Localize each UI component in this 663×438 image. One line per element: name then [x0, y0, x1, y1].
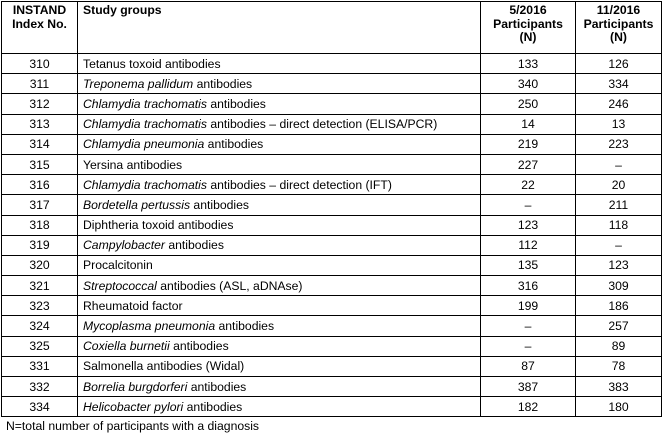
nov-2016-cell: 180: [576, 397, 662, 417]
table-row: [2, 215, 662, 235]
header-may-2016: [481, 2, 576, 54]
nov-2016-cell: 20: [576, 175, 662, 195]
header-may-line-1: 5/2016: [509, 3, 547, 17]
nov-2016-cell: 223: [576, 134, 662, 154]
study-group-text: Diphtheria toxoid antibodies: [83, 218, 234, 233]
header-may-line-2: Participants: [493, 16, 563, 31]
organism-name: Borrelia burgdorferi: [83, 379, 188, 394]
header-nov-line-2: Participants: [583, 16, 654, 31]
may-2016-cell: 182: [481, 397, 576, 417]
nov-2016-cell: 257: [576, 316, 662, 336]
organism-name: Chlamydia trachomatis: [83, 96, 207, 111]
may-2016-cell: 340: [481, 74, 576, 94]
study-group-text: Yersina antibodies: [83, 157, 183, 172]
nov-2016-cell: 186: [576, 296, 662, 316]
study-group-cell: [78, 377, 481, 397]
may-2016-cell: –: [481, 316, 576, 336]
may-2016-cell: 112: [481, 235, 576, 255]
footnote: N=total number of participants with a diagnosis: [6, 419, 260, 433]
study-group-text: antibodies: [169, 339, 229, 354]
nov-2016-cell: –: [576, 235, 662, 255]
study-group-cell: [78, 397, 481, 417]
header-study-groups-label: Study groups: [83, 3, 162, 17]
organism-name: Campylobacter: [83, 238, 165, 253]
nov-2016-cell: 89: [576, 336, 662, 356]
index-cell: 321: [2, 276, 78, 296]
table-row: [2, 154, 662, 174]
study-group-cell: [78, 195, 481, 215]
organism-name: Chlamydia trachomatis: [83, 117, 207, 132]
participants-table: [1, 1, 662, 417]
organism-name: Bordetella pertussis: [83, 197, 191, 212]
organism-name: Streptococcal: [83, 278, 157, 293]
table-row: [2, 356, 662, 376]
table-row: [2, 255, 662, 275]
may-2016-cell: 14: [481, 114, 576, 134]
study-group-cell: [78, 316, 481, 336]
index-cell: 318: [2, 215, 78, 235]
table-row: [2, 54, 662, 74]
nov-2016-cell: 334: [576, 74, 662, 94]
organism-name: Mycoplasma pneumonia: [83, 319, 216, 334]
study-group-cell: [78, 276, 481, 296]
index-cell: 332: [2, 377, 78, 397]
study-group-cell: [78, 175, 481, 195]
study-group-text: antibodies: [215, 319, 275, 334]
index-cell: 324: [2, 316, 78, 336]
study-group-cell: [78, 356, 481, 376]
nov-2016-cell: 78: [576, 356, 662, 376]
table-body: [2, 54, 662, 417]
may-2016-cell: 22: [481, 175, 576, 195]
index-cell: 325: [2, 336, 78, 356]
nov-2016-cell: 211: [576, 195, 662, 215]
index-cell: 317: [2, 195, 78, 215]
study-group-cell: [78, 114, 481, 134]
table-row: [2, 94, 662, 114]
table-row: [2, 134, 662, 154]
nov-2016-cell: 118: [576, 215, 662, 235]
study-group-text: Procalcitonin: [83, 258, 153, 273]
study-group-cell: [78, 94, 481, 114]
may-2016-cell: 219: [481, 134, 576, 154]
may-2016-cell: 199: [481, 296, 576, 316]
study-group-cell: [78, 296, 481, 316]
study-group-text: antibodies: [204, 137, 264, 152]
nov-2016-cell: 383: [576, 377, 662, 397]
nov-2016-cell: 246: [576, 94, 662, 114]
header-index-line-1: INSTAND: [12, 3, 67, 17]
index-cell: 316: [2, 175, 78, 195]
study-group-cell: [78, 336, 481, 356]
index-cell: 311: [2, 74, 78, 94]
study-group-cell: [78, 134, 481, 154]
may-2016-cell: 123: [481, 215, 576, 235]
nov-2016-cell: 13: [576, 114, 662, 134]
index-cell: 319: [2, 235, 78, 255]
study-group-text: Salmonella antibodies (Widal): [83, 359, 245, 374]
header-row: [2, 2, 662, 54]
may-2016-cell: 135: [481, 255, 576, 275]
study-group-cell: [78, 215, 481, 235]
table-row: [2, 195, 662, 215]
index-cell: 323: [2, 296, 78, 316]
table-row: [2, 296, 662, 316]
index-cell: 320: [2, 255, 78, 275]
study-group-text: antibodies: [187, 379, 247, 394]
may-2016-cell: 227: [481, 154, 576, 174]
table-row: [2, 74, 662, 94]
index-cell: 334: [2, 397, 78, 417]
may-2016-cell: –: [481, 195, 576, 215]
index-cell: 313: [2, 114, 78, 134]
header-study-groups: [78, 2, 481, 54]
study-group-text: antibodies – direct detection (IFT): [206, 177, 392, 192]
study-group-cell: [78, 54, 481, 74]
may-2016-cell: –: [481, 336, 576, 356]
study-group-text: antibodies: [164, 238, 224, 253]
table-row: [2, 175, 662, 195]
may-2016-cell: 87: [481, 356, 576, 376]
study-group-cell: [78, 255, 481, 275]
header-nov-line-3: (N): [610, 30, 627, 44]
organism-name: Treponema pallidum: [83, 76, 194, 91]
study-group-text: antibodies: [206, 96, 266, 111]
may-2016-cell: 316: [481, 276, 576, 296]
table-row: [2, 397, 662, 417]
table-row: [2, 377, 662, 397]
nov-2016-cell: 126: [576, 54, 662, 74]
header-nov-2016: [576, 2, 662, 54]
index-cell: 312: [2, 94, 78, 114]
study-group-text: antibodies: [183, 399, 243, 414]
nov-2016-cell: 123: [576, 255, 662, 275]
study-group-text: Rheumatoid factor: [83, 298, 183, 313]
may-2016-cell: 250: [481, 94, 576, 114]
table-row: [2, 114, 662, 134]
nov-2016-cell: –: [576, 154, 662, 174]
may-2016-cell: 133: [481, 54, 576, 74]
study-group-cell: [78, 154, 481, 174]
study-group-text: Tetanus toxoid antibodies: [83, 56, 221, 71]
study-group-text: antibodies (ASL, aDNAse): [156, 278, 303, 293]
header-index-line-2: Index No.: [12, 16, 67, 31]
index-cell: 314: [2, 134, 78, 154]
index-cell: 310: [2, 54, 78, 74]
organism-name: Chlamydia trachomatis: [83, 177, 207, 192]
header-nov-line-1: 11/2016: [596, 3, 641, 17]
table-row: [2, 235, 662, 255]
table-row: [2, 276, 662, 296]
organism-name: Chlamydia pneumonia: [83, 137, 205, 152]
may-2016-cell: 387: [481, 377, 576, 397]
study-group-text: antibodies – direct detection (ELISA/PCR): [206, 117, 438, 132]
index-cell: 331: [2, 356, 78, 376]
study-group-text: antibodies: [190, 197, 249, 212]
table-row: [2, 336, 662, 356]
study-group-cell: [78, 74, 481, 94]
table-row: [2, 316, 662, 336]
study-group-text: antibodies: [193, 76, 253, 91]
organism-name: Coxiella burnetii: [83, 339, 170, 354]
header-index: [2, 2, 78, 54]
study-group-cell: [78, 235, 481, 255]
index-cell: 315: [2, 154, 78, 174]
organism-name: Helicobacter pylori: [83, 399, 184, 414]
header-may-line-3: (N): [519, 30, 537, 44]
nov-2016-cell: 309: [576, 276, 662, 296]
